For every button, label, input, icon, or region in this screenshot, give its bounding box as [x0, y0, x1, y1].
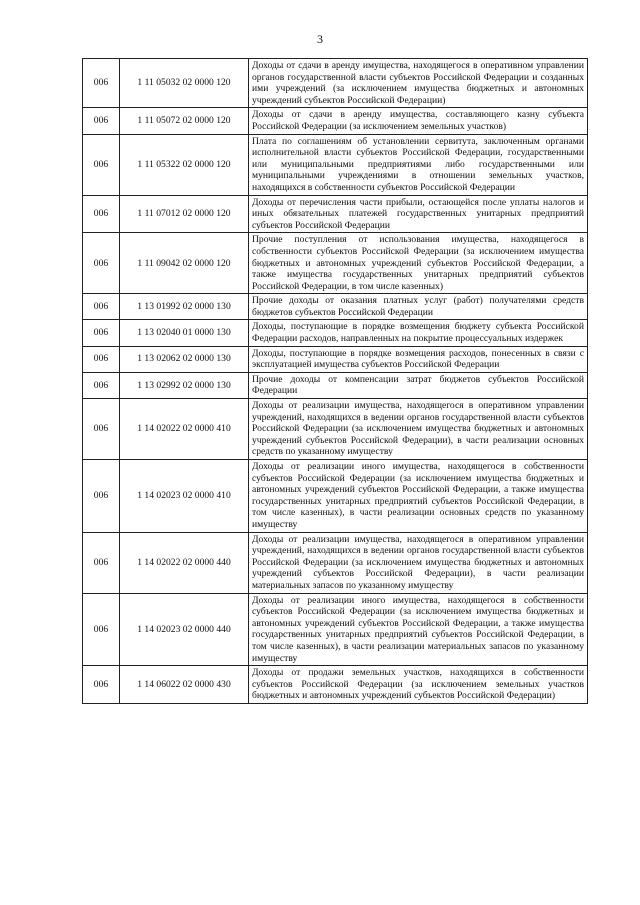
table-row: [83, 532, 588, 593]
admin-code-cell: 006: [83, 593, 120, 666]
admin-code-cell: 006: [83, 294, 120, 320]
description-cell: Прочие доходы от оказания платных услуг (работ) получателями средств бюджетов субъектов Российской Федерации: [249, 294, 588, 320]
description-cell: Доходы от сдачи в аренду имущества, составляющего казну субъекта Российской Федерации (за исключением земельных участков): [249, 108, 588, 134]
table-row: [83, 346, 588, 372]
table-row: [83, 59, 588, 108]
description-cell: Доходы от реализации имущества, находящегося в оперативном управлении учреждений, находящихся в ведении органов государственной власти субъектов Российской Федерации (за исключением имущества бюджетных и автономных учреждений субъектов Российской Федерации), в части реализации материальных запасов по указанному имуществу: [249, 532, 588, 593]
revenue-codes-table: [82, 58, 588, 704]
revenue-code-cell: 1 13 01992 02 0000 130: [120, 294, 249, 320]
table-row: [83, 460, 588, 533]
description-cell: Доходы от реализации иного имущества, находящегося в собственности субъектов Российской Федерации (за исключением имущества бюджетных и автономных учреждений субъектов Российской Федерации, а также имущества государственных унитарных предприятий субъектов Российской Федерации, в том числе казенных), в части реализации материальных запасов по указанному имуществу: [249, 593, 588, 666]
description-cell: Доходы, поступающие в порядке возмещения бюджету субъекта Российской Федерации расходов, направленных на покрытие процессуальных издержек: [249, 320, 588, 346]
table-row: [83, 195, 588, 233]
description-cell: Доходы от перечисления части прибыли, остающейся после уплаты налогов и иных обязательных платежей государственных унитарных предприятий субъектов Российской Федерации: [249, 195, 588, 233]
revenue-code-cell: 1 11 05322 02 0000 120: [120, 134, 249, 195]
table-row: [83, 108, 588, 134]
revenue-code-cell: 1 11 05072 02 0000 120: [120, 108, 249, 134]
admin-code-cell: 006: [83, 108, 120, 134]
description-cell: Доходы, поступающие в порядке возмещения расходов, понесенных в связи с эксплуатацией имущества субъектов Российской Федерации: [249, 346, 588, 372]
admin-code-cell: 006: [83, 460, 120, 533]
admin-code-cell: 006: [83, 532, 120, 593]
table-row: [83, 666, 588, 704]
description-cell: Доходы от продажи земельных участков, находящихся в собственности субъектов Российской Федерации (за исключением земельных участков бюджетных и автономных учреждений субъектов Российской Федерации): [249, 666, 588, 704]
admin-code-cell: 006: [83, 195, 120, 233]
revenue-code-cell: 1 13 02040 01 0000 130: [120, 320, 249, 346]
page-number: 3: [317, 32, 323, 46]
table-row: [83, 372, 588, 398]
description-cell: Доходы от реализации имущества, находящегося в оперативном управлении учреждений, находящихся в ведении органов государственной власти субъектов Российской Федерации (за исключением имущества бюджетных и автономных учреждений субъектов Российской Федерации), в части реализации основных средств по указанному имуществу: [249, 399, 588, 460]
revenue-code-cell: 1 13 02062 02 0000 130: [120, 346, 249, 372]
table-row: [83, 399, 588, 460]
revenue-code-cell: 1 14 02023 02 0000 440: [120, 593, 249, 666]
revenue-code-cell: 1 14 02022 02 0000 410: [120, 399, 249, 460]
revenue-code-cell: 1 14 06022 02 0000 430: [120, 666, 249, 704]
admin-code-cell: 006: [83, 399, 120, 460]
table-row: [83, 320, 588, 346]
admin-code-cell: 006: [83, 233, 120, 294]
admin-code-cell: 006: [83, 372, 120, 398]
description-cell: Доходы от сдачи в аренду имущества, находящегося в оперативном управлении органов государственной власти субъектов Российской Федерации и созданных ими учреждений (за исключением имущества бюджетных и автономных учреждений субъектов Российской Федерации): [249, 59, 588, 108]
description-cell: Доходы от реализации иного имущества, находящегося в собственности субъектов Российской Федерации (за исключением имущества бюджетных и автономных учреждений субъектов Российской Федерации, а также имущества государственных унитарных предприятий субъектов Российской Федерации, в том числе казенных), в части реализации основных средств по указанному имуществу: [249, 460, 588, 533]
description-cell: Плата по соглашениям об установлении сервитута, заключенным органами исполнительной власти субъектов Российской Федерации, государственными или муниципальными предприятиями либо государственными или муниципальными учреждениями в отношении земельных участков, находящихся в собственности субъектов Российской Федерации: [249, 134, 588, 195]
description-cell: Прочие поступления от использования имущества, находящегося в собственности субъектов Российской Федерации (за исключением имущества бюджетных и автономных учреждений субъектов Российской Федерации, а также имущества государственных унитарных предприятий субъектов Российской Федерации, в том числе казенных): [249, 233, 588, 294]
table-row: [83, 134, 588, 195]
admin-code-cell: 006: [83, 134, 120, 195]
revenue-code-cell: 1 14 02023 02 0000 410: [120, 460, 249, 533]
revenue-code-cell: 1 13 02992 02 0000 130: [120, 372, 249, 398]
admin-code-cell: 006: [83, 320, 120, 346]
table-row: [83, 593, 588, 666]
table-row: [83, 294, 588, 320]
admin-code-cell: 006: [83, 666, 120, 704]
admin-code-cell: 006: [83, 59, 120, 108]
description-cell: Прочие доходы от компенсации затрат бюджетов субъектов Российской Федерации: [249, 372, 588, 398]
admin-code-cell: 006: [83, 346, 120, 372]
revenue-code-cell: 1 11 09042 02 0000 120: [120, 233, 249, 294]
revenue-code-cell: 1 11 05032 02 0000 120: [120, 59, 249, 108]
revenue-code-cell: 1 11 07012 02 0000 120: [120, 195, 249, 233]
table-row: [83, 233, 588, 294]
revenue-code-cell: 1 14 02022 02 0000 440: [120, 532, 249, 593]
